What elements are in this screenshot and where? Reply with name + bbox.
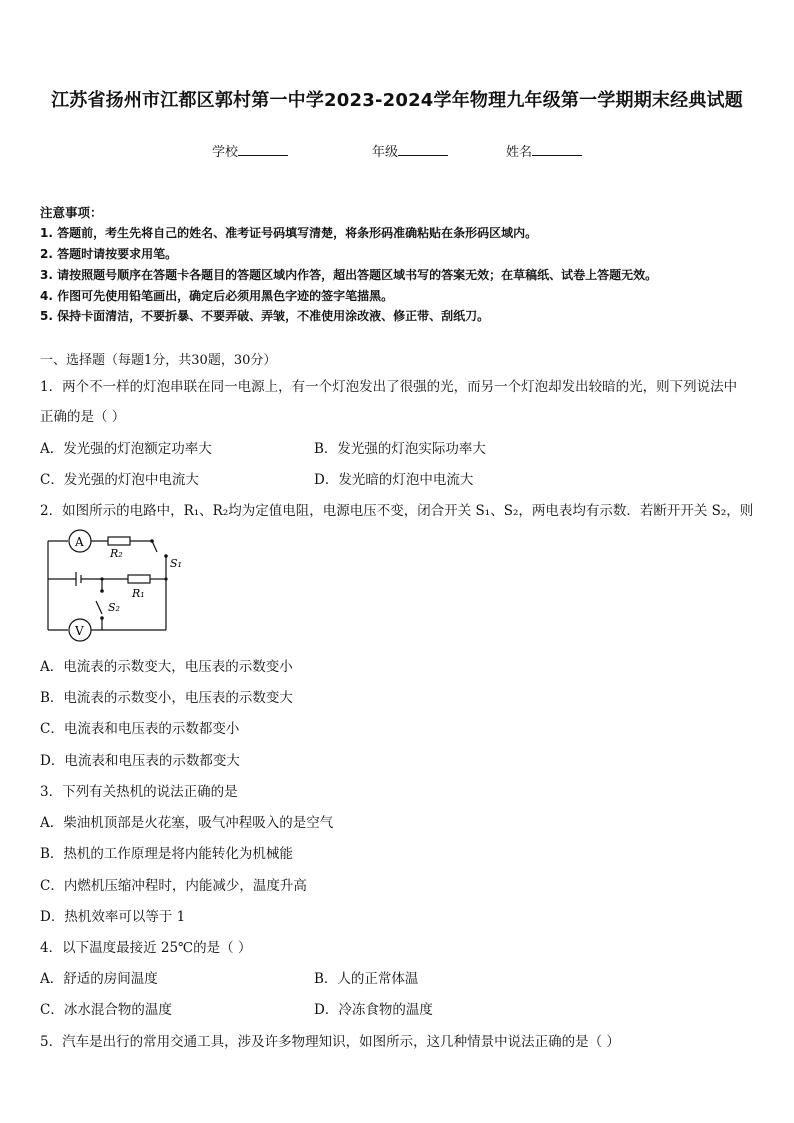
q1-option-d[interactable]: D．发光暗的灯泡中电流大 (314, 472, 474, 488)
q1-option-b[interactable]: B．发光强的灯泡实际功率大 (314, 441, 486, 457)
q4-option-a[interactable]: A．舒适的房间温度 (40, 971, 158, 987)
name-field (506, 141, 582, 160)
circuit-diagram (44, 526, 194, 644)
notes-heading: 注意事项： (40, 205, 103, 220)
note-item: 3. 请按照题号顺序在答题卡各题目的答题区域内作答，超出答题区域书写的答案无效；在草稿纸、试卷上答题无效。 (40, 268, 658, 282)
r2-resistor (108, 537, 130, 545)
r2-label: R₂ (110, 547, 123, 560)
q1-option-a[interactable]: A．发光强的灯泡额定功率大 (40, 441, 212, 457)
q4-option-c[interactable]: C．冰水混合物的温度 (40, 1002, 172, 1018)
q2-option-d[interactable]: D．电流表和电压表的示数都变大 (40, 753, 240, 769)
note-item: 2. 答题时请按要求用笔。 (40, 247, 178, 261)
s1-switch-blade (152, 541, 157, 552)
q3-option-b[interactable]: B．热机的工作原理是将内能转化为机械能 (40, 846, 293, 862)
section-title: 一、选择题（每题1分，共30题，30分） (40, 353, 277, 368)
q2-option-b[interactable]: B．电流表的示数变小，电压表的示数变大 (40, 690, 293, 706)
name-label: 姓名 (506, 145, 533, 160)
note-item: 5. 保持卡面清洁，不要折暴、不要弄破、弄皱，不准使用涂改液、修正带、刮纸刀。 (40, 309, 490, 323)
q3-option-a[interactable]: A．柴油机顶部是火花塞，吸气冲程吸入的是空气 (40, 815, 334, 831)
q4-stem: 4．以下温度最接近 25℃的是（ ） (40, 940, 252, 956)
q2-option-a[interactable]: A．电流表的示数变大，电压表的示数变小 (40, 659, 293, 675)
r1-resistor (128, 575, 150, 583)
q4-option-d[interactable]: D．冷冻食物的温度 (314, 1002, 433, 1018)
q1-option-c[interactable]: C．发光强的灯泡中电流大 (40, 472, 199, 488)
q2-stem: 2．如图所示的电路中，R₁、R₂均为定值电阻，电源电压不变，闭合开关 S₁、S₂，两电表均有示数．若断开开关 S₂，则 (40, 503, 754, 519)
name-blank[interactable] (532, 143, 582, 156)
voltmeter-label: V (75, 624, 84, 638)
school-field (212, 141, 288, 160)
school-label: 学校 (212, 145, 239, 160)
q4-option-b[interactable]: B．人的正常体温 (314, 971, 419, 987)
note-item: 4. 作图可先使用铅笔画出，确定后必须用黑色字迹的签字笔描黑。 (40, 289, 394, 303)
q2-option-c[interactable]: C．电流表和电压表的示数都变小 (40, 721, 240, 737)
s1-label: S₁ (170, 557, 182, 570)
grade-field (372, 141, 448, 160)
q5-stem: 5．汽车是出行的常用交通工具，涉及许多物理知识，如图所示，这几种情景中说法正确的是（ ） (40, 1034, 620, 1050)
s2-switch-blade (96, 601, 102, 614)
q1-stem-line1: 1．两个不一样的灯泡串联在同一电源上，有一个灯泡发出了很强的光，而另一个灯泡却发出较暗的光，则下列说法中 (40, 379, 738, 395)
grade-label: 年级 (372, 145, 399, 160)
ammeter-label: A (75, 535, 84, 549)
r1-label: R₁ (132, 587, 145, 600)
exam-title: 江苏省扬州市江都区郭村第一中学2023-2024学年物理九年级第一学期期末经典试题 (51, 90, 743, 111)
q1-stem-line2: 正确的是（ ） (40, 409, 126, 425)
grade-blank[interactable] (398, 143, 448, 156)
q3-option-d[interactable]: D．热机效率可以等于 1 (40, 909, 186, 925)
school-blank[interactable] (238, 143, 288, 156)
s2-label: S₂ (108, 601, 120, 614)
note-item: 1. 答题前，考生先将自己的姓名、准考证号码填写清楚，将条形码准确粘贴在条形码区域内。 (40, 226, 538, 240)
q3-stem: 3．下列有关热机的说法正确的是 (40, 784, 238, 800)
q3-option-c[interactable]: C．内燃机压缩冲程时，内能减少，温度升高 (40, 878, 307, 894)
